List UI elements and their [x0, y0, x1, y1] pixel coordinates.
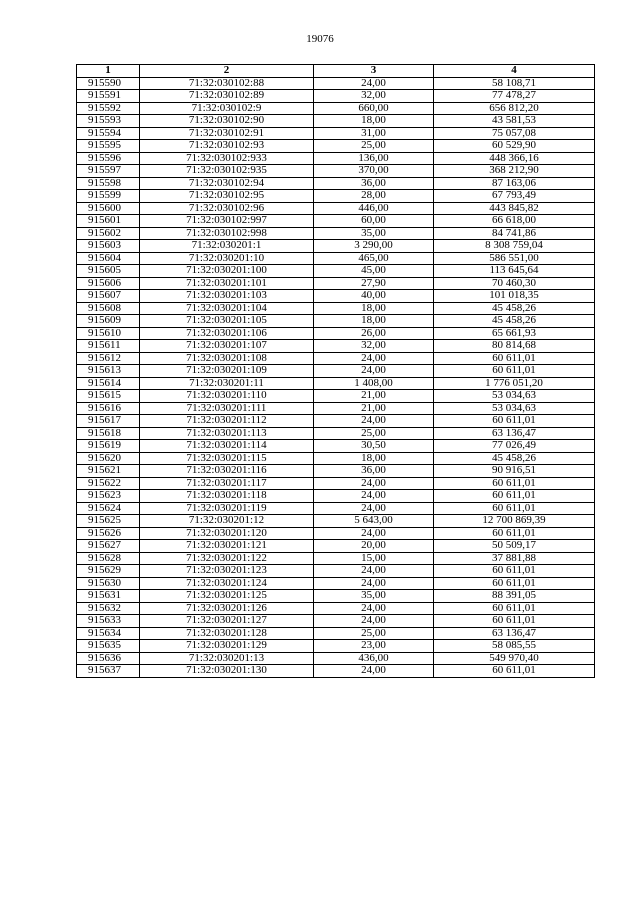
area-cell: 27,90	[314, 277, 434, 290]
data-table	[76, 64, 595, 678]
row-number-cell: 915612	[77, 352, 140, 365]
cadastral-number-cell: 71:32:030201:10	[140, 252, 314, 265]
value-cell: 63 136,47	[434, 627, 595, 640]
row-number-cell: 915619	[77, 440, 140, 453]
area-cell: 28,00	[314, 190, 434, 203]
value-cell: 60 611,01	[434, 665, 595, 678]
cadastral-number-cell: 71:32:030102:94	[140, 177, 314, 190]
table-row	[77, 452, 595, 465]
value-cell: 45 458,26	[434, 315, 595, 328]
column-header-1: 1	[77, 65, 140, 78]
table-row	[77, 427, 595, 440]
table-row	[77, 477, 595, 490]
cadastral-number-cell: 71:32:030201:100	[140, 265, 314, 278]
value-cell: 53 034,63	[434, 402, 595, 415]
area-cell: 24,00	[314, 352, 434, 365]
value-cell: 45 458,26	[434, 452, 595, 465]
row-number-cell: 915601	[77, 215, 140, 228]
area-cell: 136,00	[314, 152, 434, 165]
area-cell: 18,00	[314, 302, 434, 315]
value-cell: 101 018,35	[434, 290, 595, 303]
value-cell: 60 611,01	[434, 490, 595, 503]
cadastral-number-cell: 71:32:030201:115	[140, 452, 314, 465]
row-number-cell: 915635	[77, 640, 140, 653]
row-number-cell: 915596	[77, 152, 140, 165]
page-number: 19076	[306, 33, 334, 45]
row-number-cell: 915620	[77, 452, 140, 465]
table-row	[77, 240, 595, 253]
row-number-cell: 915610	[77, 327, 140, 340]
row-number-cell: 915591	[77, 90, 140, 103]
table-row	[77, 265, 595, 278]
row-number-cell: 915611	[77, 340, 140, 353]
cadastral-number-cell: 71:32:030201:11	[140, 377, 314, 390]
row-number-cell: 915637	[77, 665, 140, 678]
row-number-cell: 915630	[77, 577, 140, 590]
value-cell: 656 812,20	[434, 102, 595, 115]
area-cell: 24,00	[314, 577, 434, 590]
row-number-cell: 915615	[77, 390, 140, 403]
value-cell: 586 551,00	[434, 252, 595, 265]
area-cell: 23,00	[314, 640, 434, 653]
value-cell: 60 611,01	[434, 602, 595, 615]
cadastral-number-cell: 71:32:030201:116	[140, 465, 314, 478]
table-row	[77, 327, 595, 340]
area-cell: 36,00	[314, 177, 434, 190]
value-cell: 80 814,68	[434, 340, 595, 353]
table-row	[77, 252, 595, 265]
value-cell: 60 611,01	[434, 565, 595, 578]
value-cell: 67 793,49	[434, 190, 595, 203]
table-row	[77, 302, 595, 315]
table-row	[77, 365, 595, 378]
table-row	[77, 102, 595, 115]
row-number-cell: 915624	[77, 502, 140, 515]
area-cell: 24,00	[314, 565, 434, 578]
cadastral-number-cell: 71:32:030201:104	[140, 302, 314, 315]
cadastral-number-cell: 71:32:030201:113	[140, 427, 314, 440]
row-number-cell: 915606	[77, 277, 140, 290]
row-number-cell: 915595	[77, 140, 140, 153]
cadastral-number-cell: 71:32:030201:13	[140, 652, 314, 665]
area-cell: 24,00	[314, 415, 434, 428]
area-cell: 26,00	[314, 327, 434, 340]
table-row	[77, 440, 595, 453]
value-cell: 50 509,17	[434, 540, 595, 553]
area-cell: 24,00	[314, 502, 434, 515]
area-cell: 24,00	[314, 527, 434, 540]
row-number-cell: 915605	[77, 265, 140, 278]
value-cell: 43 581,53	[434, 115, 595, 128]
area-cell: 60,00	[314, 215, 434, 228]
area-cell: 24,00	[314, 490, 434, 503]
table-row	[77, 190, 595, 203]
value-cell: 90 916,51	[434, 465, 595, 478]
table-row	[77, 127, 595, 140]
table-row	[77, 277, 595, 290]
area-cell: 5 643,00	[314, 515, 434, 528]
cadastral-number-cell: 71:32:030201:120	[140, 527, 314, 540]
row-number-cell: 915616	[77, 402, 140, 415]
row-number-cell: 915631	[77, 590, 140, 603]
table-row	[77, 615, 595, 628]
row-number-cell: 915604	[77, 252, 140, 265]
cadastral-number-cell: 71:32:030201:1	[140, 240, 314, 253]
row-number-cell: 915608	[77, 302, 140, 315]
row-number-cell: 915600	[77, 202, 140, 215]
value-cell: 60 611,01	[434, 415, 595, 428]
table-row	[77, 652, 595, 665]
cadastral-number-cell: 71:32:030201:112	[140, 415, 314, 428]
row-number-cell: 915628	[77, 552, 140, 565]
area-cell: 35,00	[314, 227, 434, 240]
row-number-cell: 915634	[77, 627, 140, 640]
area-cell: 35,00	[314, 590, 434, 603]
table-row	[77, 202, 595, 215]
row-number-cell: 915603	[77, 240, 140, 253]
area-cell: 660,00	[314, 102, 434, 115]
area-cell: 436,00	[314, 652, 434, 665]
value-cell: 549 970,40	[434, 652, 595, 665]
row-number-cell: 915636	[77, 652, 140, 665]
table-row	[77, 527, 595, 540]
row-number-cell: 915599	[77, 190, 140, 203]
cadastral-number-cell: 71:32:030201:110	[140, 390, 314, 403]
cadastral-number-cell: 71:32:030201:121	[140, 540, 314, 553]
value-cell: 75 057,08	[434, 127, 595, 140]
row-number-cell: 915598	[77, 177, 140, 190]
value-cell: 60 611,01	[434, 352, 595, 365]
cadastral-number-cell: 71:32:030102:89	[140, 90, 314, 103]
value-cell: 60 611,01	[434, 615, 595, 628]
cadastral-number-cell: 71:32:030201:124	[140, 577, 314, 590]
table-row	[77, 465, 595, 478]
value-cell: 63 136,47	[434, 427, 595, 440]
row-number-cell: 915609	[77, 315, 140, 328]
cadastral-number-cell: 71:32:030102:91	[140, 127, 314, 140]
cadastral-number-cell: 71:32:030102:90	[140, 115, 314, 128]
table-row	[77, 490, 595, 503]
cadastral-number-cell: 71:32:030102:933	[140, 152, 314, 165]
area-cell: 36,00	[314, 465, 434, 478]
area-cell: 40,00	[314, 290, 434, 303]
row-number-cell: 915602	[77, 227, 140, 240]
table-row	[77, 602, 595, 615]
row-number-cell: 915633	[77, 615, 140, 628]
row-number-cell: 915625	[77, 515, 140, 528]
value-cell: 448 366,16	[434, 152, 595, 165]
cadastral-number-cell: 71:32:030201:103	[140, 290, 314, 303]
column-header-2: 2	[140, 65, 314, 78]
value-cell: 58 085,55	[434, 640, 595, 653]
row-number-cell: 915613	[77, 365, 140, 378]
cadastral-number-cell: 71:32:030201:106	[140, 327, 314, 340]
value-cell: 53 034,63	[434, 390, 595, 403]
row-number-cell: 915629	[77, 565, 140, 578]
value-cell: 37 881,88	[434, 552, 595, 565]
table-row	[77, 115, 595, 128]
header-row	[77, 65, 595, 78]
cadastral-number-cell: 71:32:030102:998	[140, 227, 314, 240]
value-cell: 45 458,26	[434, 302, 595, 315]
area-cell: 24,00	[314, 365, 434, 378]
area-cell: 25,00	[314, 627, 434, 640]
column-header-4: 4	[434, 65, 595, 78]
cadastral-number-cell: 71:32:030201:119	[140, 502, 314, 515]
table-row	[77, 165, 595, 178]
table-row	[77, 315, 595, 328]
table-row	[77, 140, 595, 153]
area-cell: 465,00	[314, 252, 434, 265]
table-row	[77, 90, 595, 103]
value-cell: 77 478,27	[434, 90, 595, 103]
cadastral-number-cell: 71:32:030102:997	[140, 215, 314, 228]
value-cell: 1 776 051,20	[434, 377, 595, 390]
cadastral-number-cell: 71:32:030201:117	[140, 477, 314, 490]
value-cell: 60 611,01	[434, 365, 595, 378]
value-cell: 58 108,71	[434, 77, 595, 90]
row-number-cell: 915632	[77, 602, 140, 615]
cadastral-number-cell: 71:32:030201:109	[140, 365, 314, 378]
cadastral-number-cell: 71:32:030201:101	[140, 277, 314, 290]
table-row	[77, 552, 595, 565]
area-cell: 25,00	[314, 427, 434, 440]
column-header-3: 3	[314, 65, 434, 78]
row-number-cell: 915607	[77, 290, 140, 303]
area-cell: 3 290,00	[314, 240, 434, 253]
table-row	[77, 565, 595, 578]
row-number-cell: 915592	[77, 102, 140, 115]
cadastral-number-cell: 71:32:030201:105	[140, 315, 314, 328]
cadastral-number-cell: 71:32:030201:108	[140, 352, 314, 365]
value-cell: 87 163,06	[434, 177, 595, 190]
row-number-cell: 915597	[77, 165, 140, 178]
table-row	[77, 577, 595, 590]
value-cell: 368 212,90	[434, 165, 595, 178]
cadastral-number-cell: 71:32:030201:128	[140, 627, 314, 640]
cadastral-number-cell: 71:32:030102:95	[140, 190, 314, 203]
row-number-cell: 915626	[77, 527, 140, 540]
table-row	[77, 402, 595, 415]
table-row	[77, 340, 595, 353]
value-cell: 60 611,01	[434, 527, 595, 540]
table-row	[77, 627, 595, 640]
area-cell: 32,00	[314, 340, 434, 353]
value-cell: 88 391,05	[434, 590, 595, 603]
cadastral-number-cell: 71:32:030201:125	[140, 590, 314, 603]
cadastral-number-cell: 71:32:030201:118	[140, 490, 314, 503]
table-row	[77, 215, 595, 228]
row-number-cell: 915593	[77, 115, 140, 128]
value-cell: 70 460,30	[434, 277, 595, 290]
table-row	[77, 640, 595, 653]
area-cell: 21,00	[314, 390, 434, 403]
area-cell: 24,00	[314, 615, 434, 628]
value-cell: 60 611,01	[434, 502, 595, 515]
table-row	[77, 590, 595, 603]
table-body	[77, 77, 595, 677]
table-row	[77, 390, 595, 403]
row-number-cell: 915614	[77, 377, 140, 390]
row-number-cell: 915623	[77, 490, 140, 503]
cadastral-number-cell: 71:32:030102:88	[140, 77, 314, 90]
area-cell: 31,00	[314, 127, 434, 140]
area-cell: 24,00	[314, 477, 434, 490]
cadastral-number-cell: 71:32:030201:130	[140, 665, 314, 678]
cadastral-number-cell: 71:32:030201:126	[140, 602, 314, 615]
table-row	[77, 77, 595, 90]
value-cell: 443 845,82	[434, 202, 595, 215]
table-row	[77, 227, 595, 240]
value-cell: 60 611,01	[434, 477, 595, 490]
value-cell: 84 741,86	[434, 227, 595, 240]
area-cell: 45,00	[314, 265, 434, 278]
cadastral-number-cell: 71:32:030201:114	[140, 440, 314, 453]
cadastral-number-cell: 71:32:030201:111	[140, 402, 314, 415]
row-number-cell: 915594	[77, 127, 140, 140]
cadastral-number-cell: 71:32:030201:129	[140, 640, 314, 653]
area-cell: 20,00	[314, 540, 434, 553]
value-cell: 77 026,49	[434, 440, 595, 453]
table-row	[77, 415, 595, 428]
row-number-cell: 915617	[77, 415, 140, 428]
cadastral-number-cell: 71:32:030102:935	[140, 165, 314, 178]
table-row	[77, 377, 595, 390]
cadastral-number-cell: 71:32:030201:122	[140, 552, 314, 565]
area-cell: 1 408,00	[314, 377, 434, 390]
table-row	[77, 665, 595, 678]
area-cell: 446,00	[314, 202, 434, 215]
area-cell: 24,00	[314, 77, 434, 90]
area-cell: 21,00	[314, 402, 434, 415]
area-cell: 18,00	[314, 115, 434, 128]
area-cell: 18,00	[314, 315, 434, 328]
cadastral-number-cell: 71:32:030102:9	[140, 102, 314, 115]
row-number-cell: 915618	[77, 427, 140, 440]
cadastral-number-cell: 71:32:030201:123	[140, 565, 314, 578]
table-row	[77, 352, 595, 365]
area-cell: 15,00	[314, 552, 434, 565]
value-cell: 113 645,64	[434, 265, 595, 278]
table-row	[77, 540, 595, 553]
table-row	[77, 502, 595, 515]
area-cell: 24,00	[314, 602, 434, 615]
row-number-cell: 915590	[77, 77, 140, 90]
row-number-cell: 915622	[77, 477, 140, 490]
cadastral-number-cell: 71:32:030102:96	[140, 202, 314, 215]
table-row	[77, 152, 595, 165]
value-cell: 8 308 759,04	[434, 240, 595, 253]
value-cell: 66 618,00	[434, 215, 595, 228]
row-number-cell: 915621	[77, 465, 140, 478]
value-cell: 12 700 869,39	[434, 515, 595, 528]
cadastral-number-cell: 71:32:030102:93	[140, 140, 314, 153]
table-row	[77, 177, 595, 190]
cadastral-number-cell: 71:32:030201:107	[140, 340, 314, 353]
area-cell: 32,00	[314, 90, 434, 103]
cadastral-number-cell: 71:32:030201:127	[140, 615, 314, 628]
area-cell: 24,00	[314, 665, 434, 678]
area-cell: 25,00	[314, 140, 434, 153]
value-cell: 60 529,90	[434, 140, 595, 153]
area-cell: 30,50	[314, 440, 434, 453]
table-row	[77, 515, 595, 528]
value-cell: 60 611,01	[434, 577, 595, 590]
area-cell: 18,00	[314, 452, 434, 465]
cadastral-number-cell: 71:32:030201:12	[140, 515, 314, 528]
area-cell: 370,00	[314, 165, 434, 178]
value-cell: 65 661,93	[434, 327, 595, 340]
table-row	[77, 290, 595, 303]
row-number-cell: 915627	[77, 540, 140, 553]
